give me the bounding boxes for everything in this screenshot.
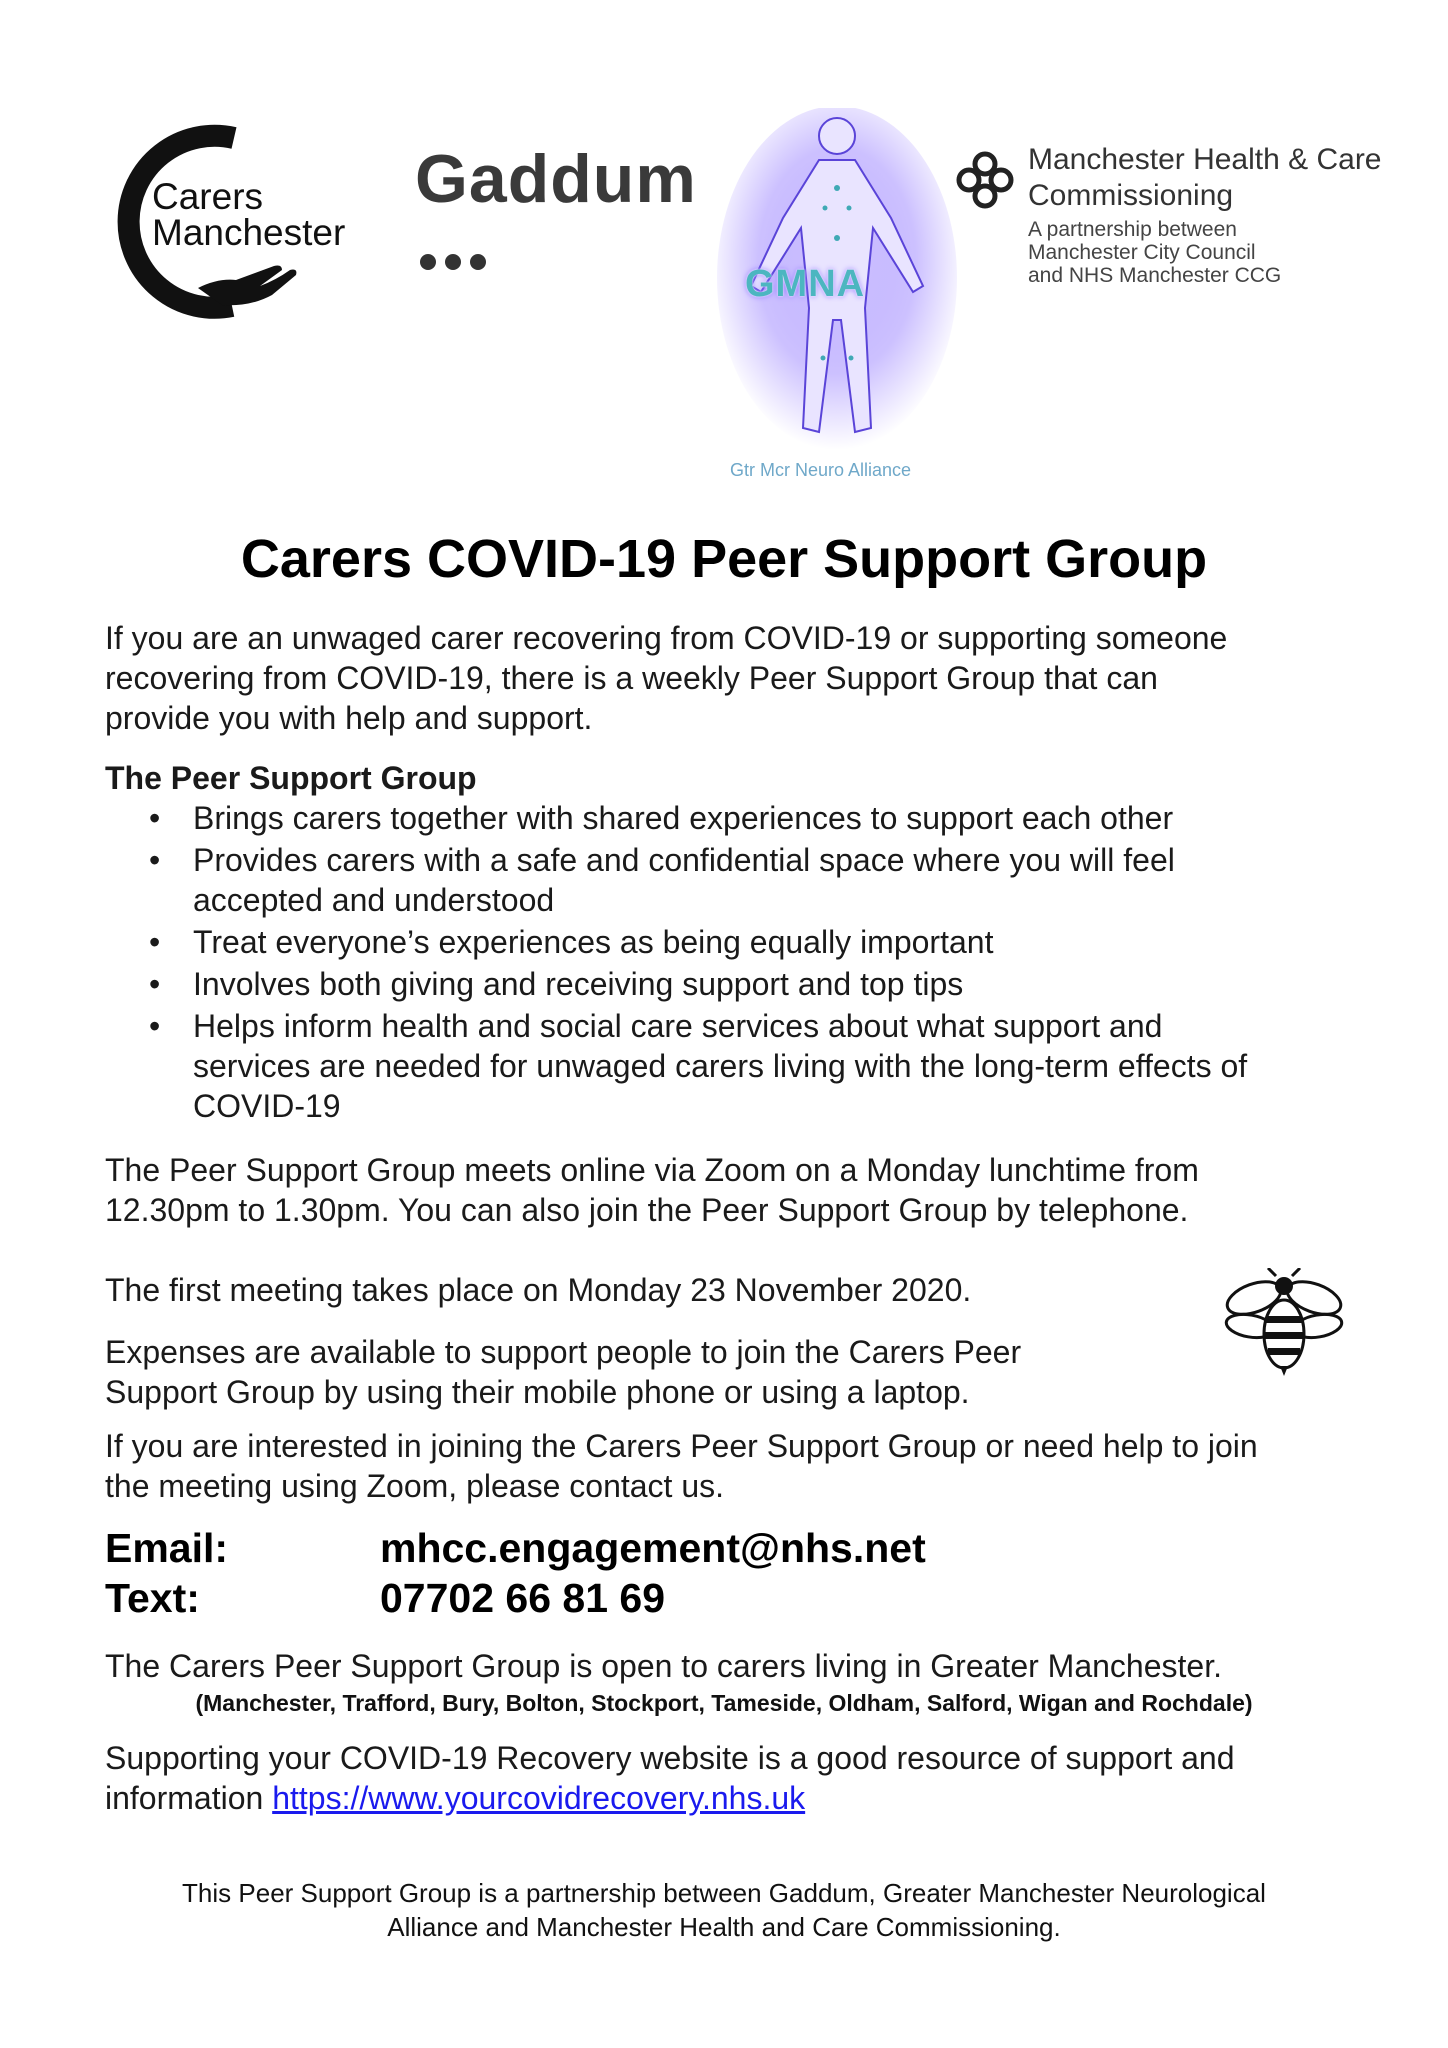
footer-note	[0, 1876, 1448, 1944]
first-meeting-paragraph: The first meeting takes place on Monday 23 November 2020.	[105, 1272, 972, 1308]
feature-list	[105, 798, 1448, 1128]
list-item-line: • Involves both giving and receiving support and top tips	[193, 966, 964, 1002]
interest-line2: the meeting using Zoom, please contact us.	[105, 1468, 725, 1504]
manchester-bee-icon	[1222, 1268, 1347, 1378]
list-item-line: • Treat everyone’s experiences as being equally important	[193, 924, 994, 960]
cross-knot-icon	[955, 150, 1015, 210]
mhcc-sub-line1: A partnership between	[1028, 218, 1237, 241]
list-item-line: • Provides carers with a safe and confidential space where you will feel	[193, 842, 1175, 878]
email-value[interactable]: mhcc.engagement@nhs.net	[380, 1525, 926, 1571]
open-to-paragraph: The Carers Peer Support Group is open to carers living in Greater Manchester.	[105, 1648, 1222, 1684]
intro-paragraph	[105, 618, 1365, 738]
list-item-line: • Brings carers together with shared experiences to support each other	[193, 800, 1174, 836]
list-item	[193, 840, 1448, 920]
phone-number[interactable]: 07702 66 81 69	[380, 1575, 665, 1621]
gmna-subtitle: Gtr Mcr Neuro Alliance	[730, 460, 912, 480]
intro-line2: recovering from COVID-19, there is a weekly Peer Support Group that can	[105, 660, 1158, 696]
footer-line1: This Peer Support Group is a partnership between Gaddum, Greater Manchester Neurological	[182, 1878, 1266, 1908]
section-heading: The Peer Support Group	[105, 760, 477, 796]
mhcc-partnership	[1028, 218, 1281, 287]
meeting-paragraph	[105, 1150, 1365, 1230]
carers-word: Carers	[152, 176, 264, 217]
mhcc-name-line2: Commissioning	[1028, 179, 1234, 212]
website-link[interactable]: https://www.yourcovidrecovery.nhs.uk	[272, 1780, 806, 1816]
page-title: Carers COVID-19 Peer Support Group	[240, 529, 1208, 589]
intro-line3: provide you with help and support.	[105, 700, 593, 736]
list-item-line: COVID-19	[193, 1088, 341, 1124]
carers-manchester-logo	[82, 120, 382, 320]
expenses-paragraph	[105, 1332, 1205, 1412]
list-item-line: services are needed for unwaged carers living with the long-term effects of	[193, 1048, 1248, 1084]
three-dots-icon	[419, 252, 489, 272]
interest-paragraph	[105, 1426, 1365, 1506]
meeting-line1: The Peer Support Group meets online via Zoom on a Monday lunchtime from	[105, 1152, 1199, 1188]
gaddum-word: Gaddum	[415, 141, 697, 217]
text-label: Text:	[105, 1575, 200, 1621]
list-item	[193, 1006, 1448, 1126]
website-paragraph	[105, 1738, 1365, 1818]
manchester-word: Manchester	[152, 212, 346, 253]
mhcc-name-line1: Manchester Health & Care	[1028, 143, 1382, 176]
list-item	[193, 964, 1448, 1004]
list-item	[193, 798, 1448, 838]
gmna-logo	[715, 108, 960, 486]
meeting-line2: 12.30pm to 1.30pm. You can also join the Peer Support Group by telephone.	[105, 1192, 1189, 1228]
website-line2	[105, 1778, 1365, 1818]
website-line1: Supporting your COVID-19 Recovery website is a good resource of support and	[105, 1740, 1235, 1776]
expenses-line2: Support Group by using their mobile phone or using a laptop.	[105, 1374, 970, 1410]
mhcc-name	[1028, 142, 1382, 214]
interest-line1: If you are interested in joining the Carers Peer Support Group or need help to join	[105, 1428, 1258, 1464]
mhcc-sub-line3: and NHS Manchester CCG	[1028, 264, 1282, 287]
gaddum-logo	[415, 140, 735, 290]
list-item-line: accepted and understood	[193, 882, 555, 918]
email-label: Email:	[105, 1525, 229, 1571]
intro-line1: If you are an unwaged carer recovering from COVID-19 or supporting someone	[105, 620, 1228, 656]
expenses-line1: Expenses are available to support people to join the Carers Peer	[105, 1334, 1022, 1370]
mhcc-sub-line2: Manchester City Council	[1028, 241, 1256, 264]
mhcc-logo	[955, 142, 1435, 302]
areas-list: (Manchester, Trafford, Bury, Bolton, Stockport, Tameside, Oldham, Salford, Wigan and Rochdale)	[195, 1690, 1253, 1716]
website-prefix: information	[105, 1780, 273, 1816]
list-item-line: • Helps inform health and social care services about what support and	[193, 1008, 1163, 1044]
footer-line2: Alliance and Manchester Health and Care Commissioning.	[387, 1912, 1061, 1942]
gmna-wordmark: GMNA	[745, 263, 866, 305]
list-item	[193, 922, 1448, 962]
